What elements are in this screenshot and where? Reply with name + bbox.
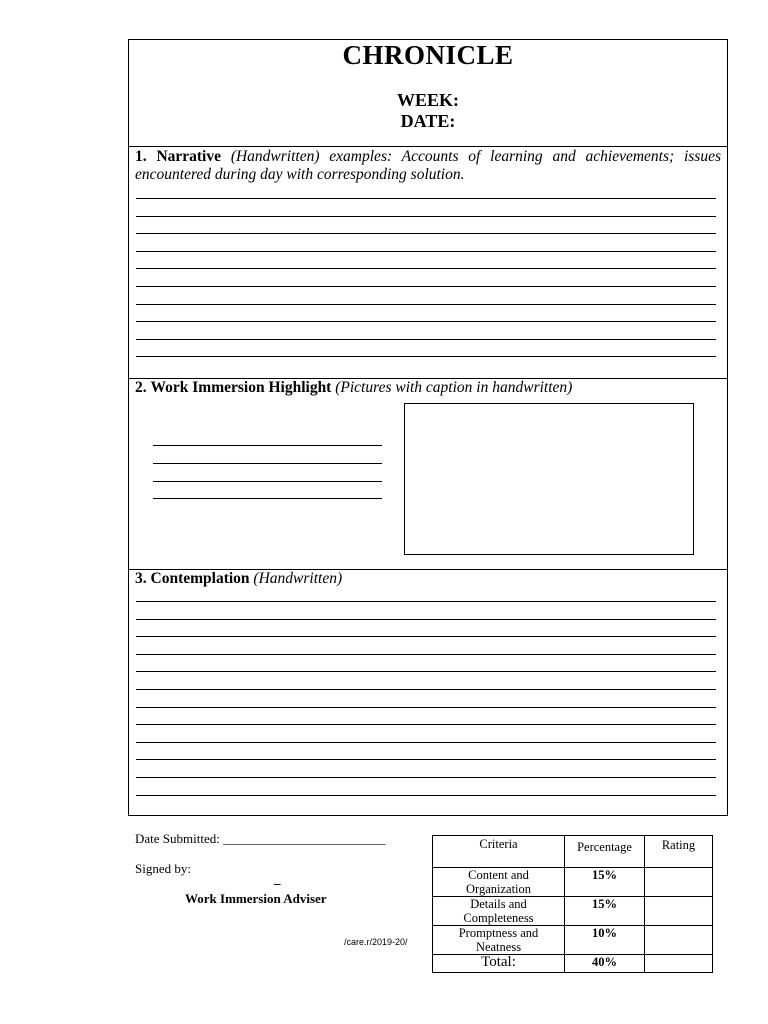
writing-line	[153, 445, 382, 446]
writing-line	[136, 777, 716, 778]
percentage-cell: 15%	[565, 868, 645, 897]
writing-line	[136, 216, 716, 217]
rating-cell	[645, 868, 713, 897]
writing-line	[136, 742, 716, 743]
rubric-row	[433, 926, 713, 955]
writing-line	[136, 671, 716, 672]
signed-by-label: Signed by:	[135, 861, 191, 876]
percentage-header: Percentage	[565, 836, 645, 868]
writing-line	[136, 286, 716, 287]
chronicle-form-box	[128, 39, 728, 816]
writing-line	[136, 304, 716, 305]
writing-line	[136, 654, 716, 655]
criteria-cell: Content and Organization	[433, 868, 565, 897]
writing-line	[136, 601, 716, 602]
contemplation-title: Contemplation	[150, 570, 250, 587]
writing-line	[136, 759, 716, 760]
total-percentage: 40%	[565, 955, 645, 973]
writing-line	[136, 251, 716, 252]
rating-header: Rating	[645, 836, 713, 868]
writing-line	[136, 689, 716, 690]
narrative-instruction: (Handwritten) examples: Accounts of learning and achievements; issues encountered during day with corresponding solution.	[135, 148, 722, 183]
narrative-number: 1.	[135, 148, 147, 165]
criteria-cell: Promptness and Neatness	[433, 926, 565, 955]
section-divider	[129, 146, 727, 147]
criteria-header: Criteria	[433, 836, 565, 868]
rating-cell	[645, 926, 713, 955]
highlight-instruction: (Pictures with caption in handwritten)	[335, 379, 573, 396]
rubric-total-row	[433, 955, 713, 973]
page-title: CHRONICLE	[342, 40, 514, 70]
rubric-row	[433, 868, 713, 897]
writing-line	[136, 724, 716, 725]
writing-line	[136, 233, 716, 234]
percentage-cell: 10%	[565, 926, 645, 955]
highlight-number: 2.	[135, 379, 147, 396]
writing-line	[136, 321, 716, 322]
date-label: DATE:	[400, 111, 456, 131]
highlight-title: Work Immersion Highlight	[150, 379, 332, 396]
writing-line	[136, 268, 716, 269]
date-submitted-label: Date Submitted: _________________________	[135, 831, 386, 846]
percentage-cell: 15%	[565, 897, 645, 926]
writing-line	[153, 463, 382, 464]
total-rating-cell	[645, 955, 713, 973]
contemplation-instruction: (Handwritten)	[253, 570, 343, 587]
form-code: /care.r/2019-20/	[344, 937, 408, 947]
writing-line	[136, 356, 716, 357]
rubric-row	[433, 897, 713, 926]
writing-line	[136, 636, 716, 637]
writing-line	[136, 795, 716, 796]
writing-line	[153, 481, 382, 482]
signature-mark: _	[274, 871, 281, 886]
writing-line	[136, 707, 716, 708]
contemplation-heading	[135, 570, 721, 588]
rubric-header-row	[433, 836, 713, 868]
writing-line	[136, 339, 716, 340]
narrative-title: Narrative	[156, 148, 221, 165]
highlight-heading	[135, 379, 721, 397]
writing-line	[136, 619, 716, 620]
writing-line	[136, 198, 716, 199]
picture-placeholder-box	[404, 403, 694, 555]
criteria-cell: Details and Completeness	[433, 897, 565, 926]
writing-line	[153, 498, 382, 499]
contemplation-number: 3.	[135, 570, 147, 587]
rating-rubric-table	[432, 835, 713, 973]
total-label: Total:	[433, 955, 565, 973]
narrative-heading	[135, 148, 721, 184]
rating-cell	[645, 897, 713, 926]
week-label: WEEK:	[396, 90, 459, 110]
adviser-label: Work Immersion Adviser	[185, 891, 327, 906]
